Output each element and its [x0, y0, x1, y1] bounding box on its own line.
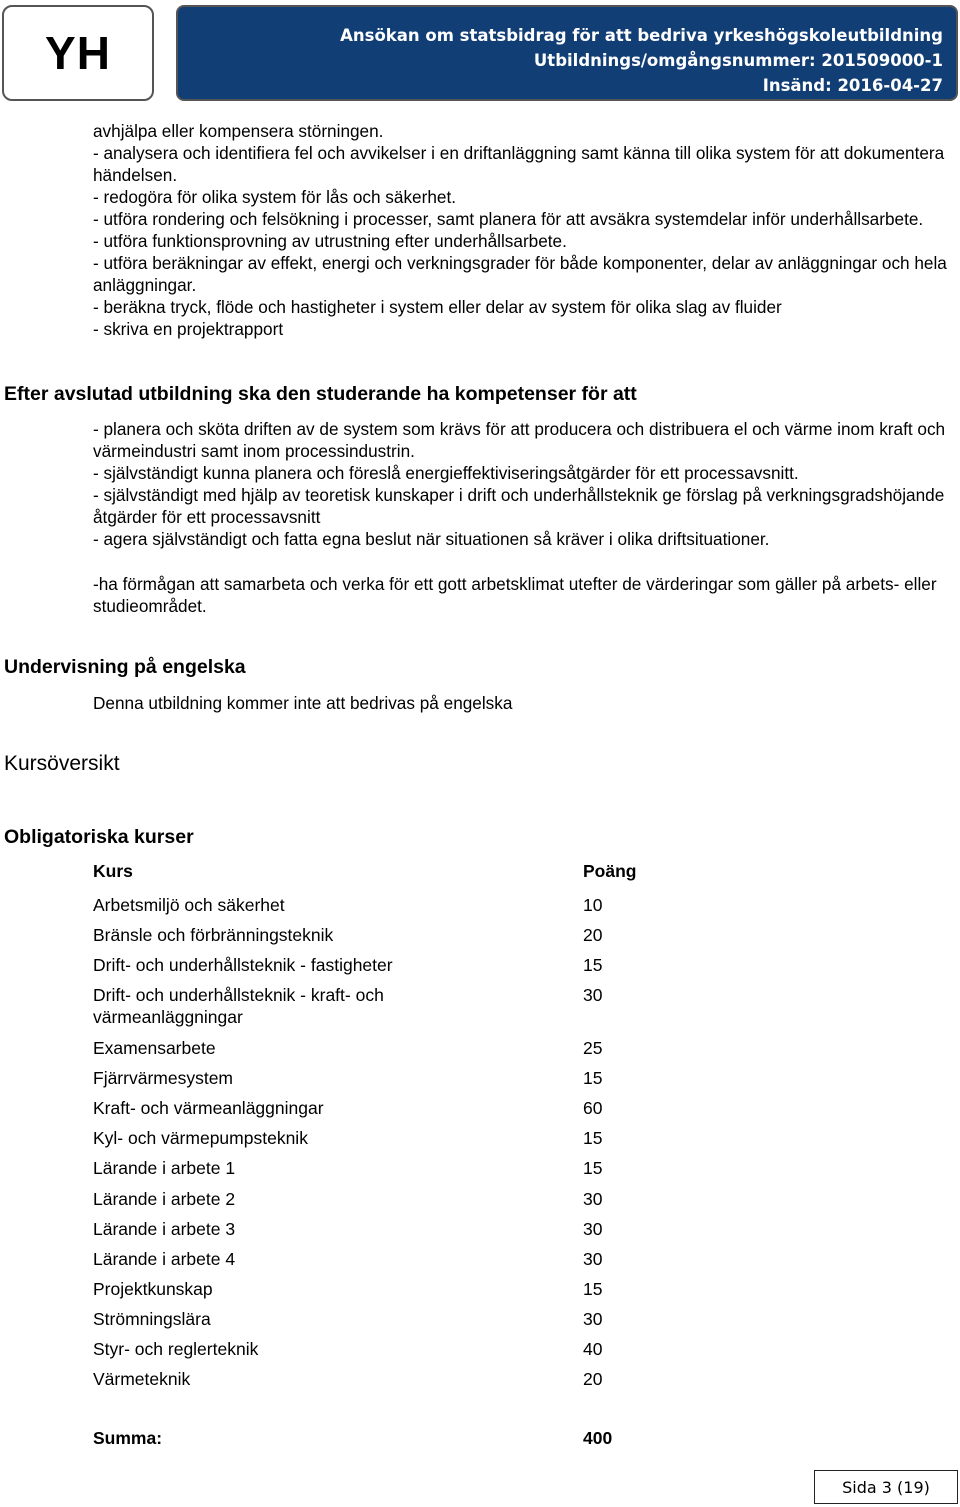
course-name: Styr- och reglerteknik: [93, 1339, 259, 1359]
course-name: Lärande i arbete 1: [93, 1158, 236, 1178]
skill-item: - utföra funktionsprovning av utrustning efter underhållsarbete.: [93, 231, 567, 251]
document-header: [176, 5, 958, 101]
skill-item: - beräkna tryck, flöde och hastigheter i system eller delar av system för olika slag av fluider: [93, 297, 782, 317]
course-name: Lärande i arbete 3: [93, 1219, 236, 1239]
course-name: Värmeteknik: [93, 1369, 191, 1389]
skill-item: - utföra beräkningar av effekt, energi och verkningsgrader för både komponenter, delar av anläggningar och hela anläggningar.: [93, 253, 947, 295]
overview-heading: Kursöversikt: [4, 752, 120, 775]
course-name: Arbetsmiljö och säkerhet: [93, 895, 285, 915]
courses-heading: Obligatoriska kurser: [4, 826, 194, 848]
course-points: 15: [583, 1128, 603, 1148]
column-header-course: Kurs: [93, 861, 133, 881]
course-points: 25: [583, 1038, 603, 1058]
course-name: Strömningslära: [93, 1309, 211, 1329]
page-number: Sida 3 (19): [814, 1470, 958, 1504]
english-heading: Undervisning på engelska: [4, 656, 246, 678]
skills-list: [93, 120, 955, 340]
header-submitted-date: Insänd: 2016-04-27: [762, 76, 943, 95]
course-points: 10: [583, 895, 603, 915]
course-name: Kyl- och värmepumpsteknik: [93, 1128, 308, 1148]
course-points: 60: [583, 1098, 603, 1118]
competence-item: - självständigt kunna planera och föreslå energieffektiviseringsåtgärder för ett processavsnitt.: [93, 463, 799, 483]
competence-item: - agera självständigt och fatta egna beslut när situationen så kräver i olika driftsituationer.: [93, 529, 770, 549]
course-points: 30: [583, 1309, 603, 1329]
competence-extra: -ha förmågan att samarbeta och verka för ett gott arbetsklimat utefter de värderingar som gäller på arbets- eller studieområdet.: [93, 574, 937, 616]
course-points: 15: [583, 955, 603, 975]
header-program-number: Utbildnings/omgångsnummer: 201509000-1: [533, 51, 943, 70]
course-name: Drift- och underhållsteknik - kraft- och värmeanläggningar: [93, 985, 384, 1027]
course-points: 30: [583, 1219, 603, 1239]
course-name: Kraft- och värmeanläggningar: [93, 1098, 324, 1118]
course-points: 15: [583, 1158, 603, 1178]
course-points: 30: [583, 1249, 603, 1269]
course-name: Lärande i arbete 4: [93, 1249, 236, 1269]
yh-logo: YH: [2, 5, 154, 101]
sum-value: 400: [583, 1428, 613, 1448]
column-header-points: Poäng: [583, 861, 637, 881]
course-name: Bränsle och förbränningsteknik: [93, 925, 334, 945]
skill-item: - skriva en projektrapport: [93, 319, 284, 339]
course-points: 20: [583, 925, 603, 945]
course-name: Examensarbete: [93, 1038, 216, 1058]
course-points: 15: [583, 1068, 603, 1088]
competence-item: - planera och sköta driften av de system som krävs för att producera och distribuera el och värme inom kraft och värmeindustri samt inom processindustrin.: [93, 419, 946, 461]
skill-item: avhjälpa eller kompensera störningen.: [93, 121, 384, 141]
competence-item: - självständigt med hjälp av teoretisk kunskaper i drift och underhållsteknik ge förslag på verkningsgradshöjande åtgärder för ett processavsnitt: [93, 485, 945, 527]
course-name: Fjärrvärmesystem: [93, 1068, 234, 1088]
sum-label: Summa:: [93, 1428, 163, 1448]
competence-heading: Efter avslutad utbildning ska den studerande ha kompetenser för att: [4, 383, 637, 405]
skill-item: - utföra rondering och felsökning i processer, samt planera för att avsäkra systemdelar inför underhållsarbete.: [93, 209, 924, 229]
english-text: Denna utbildning kommer inte att bedrivas på engelska: [93, 693, 513, 713]
header-title: Ansökan om statsbidrag för att bedriva yrkeshögskoleutbildning: [340, 26, 943, 45]
course-name: Lärande i arbete 2: [93, 1189, 236, 1209]
course-points: 30: [583, 1189, 603, 1209]
competence-list: [93, 418, 955, 550]
skill-item: - analysera och identifiera fel och avvikelser i en driftanläggning samt känna till olika system för att dokumentera händelsen.: [93, 143, 945, 185]
course-points: 20: [583, 1369, 603, 1389]
course-points: 30: [583, 985, 603, 1005]
course-name: Drift- och underhållsteknik - fastigheter: [93, 955, 393, 975]
course-points: 15: [583, 1279, 603, 1299]
course-points: 40: [583, 1339, 603, 1359]
skill-item: - redogöra för olika system för lås och säkerhet.: [93, 187, 457, 207]
course-name: Projektkunskap: [93, 1279, 213, 1299]
